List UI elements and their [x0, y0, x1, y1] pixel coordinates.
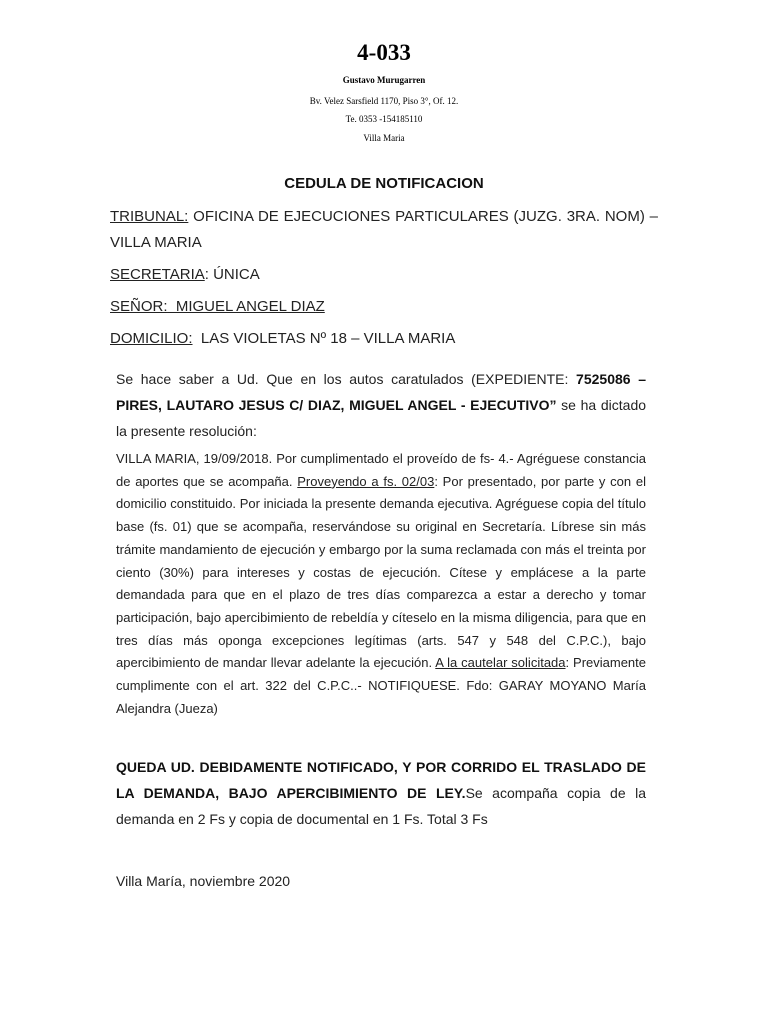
domicilio-label: DOMICILIO: [110, 330, 193, 347]
domicilio-value: LAS VIOLETAS Nº 18 – VILLA MARIA [192, 330, 456, 347]
document-title: CEDULA DE NOTIFICACION [284, 175, 484, 192]
secretaria-value: : ÚNICA [204, 266, 260, 283]
closing-paragraph [116, 754, 646, 832]
senor-value: MIGUEL ANGEL DIAZ [167, 298, 325, 315]
senor-label: SEÑOR: [110, 298, 168, 315]
closing-bold: QUEDA UD. DEBIDAMENTE NOTIFICADO, Y POR CORRIDO EL TRASLADO DE LA DEMANDA, BAJO APERCIBIMIENTO DE LEY. [116, 759, 646, 801]
tribunal-value: OFICINA DE EJECUCIONES PARTICULARES (JUZG. 3RA. NOM) – VILLA MARIA [110, 208, 658, 251]
resolution-underline-2: A la cautelar solicitada [435, 655, 566, 671]
document-date: Villa María, noviembre 2020 [116, 873, 291, 889]
tribunal-field [110, 204, 658, 256]
attorney-name: Gustavo Murugarren [342, 75, 426, 85]
senor-field [110, 294, 658, 320]
attorney-city: Villa Maria [363, 133, 405, 143]
tribunal-label: TRIBUNAL: [110, 208, 189, 225]
resolution-part3: : Previamente cumplimente con el art. 322 del C.P.C..- NOTIFIQUESE. Fdo: GARAY MOYANO María Alejandra (Jueza) [116, 655, 647, 716]
resolution-part1: VILLA MARIA, 19/09/2018. Por cumplimentado el proveído de fs- 4.- Agréguese constancia de aportes que se acompaña. [116, 451, 646, 489]
attorney-phone: Te. 0353 -154185110 [345, 114, 423, 124]
intro-lead: Se hace saber a Ud. Que en los autos caratulados (EXPEDIENTE: [116, 371, 577, 387]
resolution-paragraph [116, 448, 646, 720]
resolution-underline-1: Proveyendo a fs. 02/03 [297, 473, 435, 489]
resolution-part2: : Por presentado, por parte y con el domicilio constituido. Por iniciada la presente demanda ejecutiva. Agréguese copia del título base (fs. 01) que se acompaña, reservándose su original en Secretaría. Líbrese sin más trámite mandamiento de ejecución y embargo por la suma reclamada con más el treinta por ciento (30%) para intereses y costas de ejecución. Cítese y emplácese a la parte demandada para que en el plazo de tres días comparezca a estar a derecho y tomar participación, bajo apercibimiento de rebeldía y cíteselo en la misma diligencia, para que en tres días más oponga excepciones legítimas (arts. 547 y 548 del C.P.C.), bajo apercibimiento de mandar llevar adelante la ejecución. [116, 473, 646, 671]
secretaria-field [110, 262, 658, 288]
attorney-address: Bv. Velez Sarsfield 1170, Piso 3°, Of. 12. [309, 96, 459, 106]
intro-paragraph [116, 366, 646, 444]
document-number: 4-033 [357, 40, 411, 65]
secretaria-label: SECRETARIA [110, 266, 205, 283]
domicilio-field [110, 326, 658, 352]
closing-rest: Se acompaña copia de la demanda en 2 Fs y copia de documental en 1 Fs. Total 3 Fs [116, 785, 646, 827]
case-caption: 7525086 – PIRES, LAUTARO JESUS C/ DIAZ, MIGUEL ANGEL - EJECUTIVO” [116, 371, 646, 413]
intro-tail: se ha dictado la presente resolución: [116, 397, 647, 439]
